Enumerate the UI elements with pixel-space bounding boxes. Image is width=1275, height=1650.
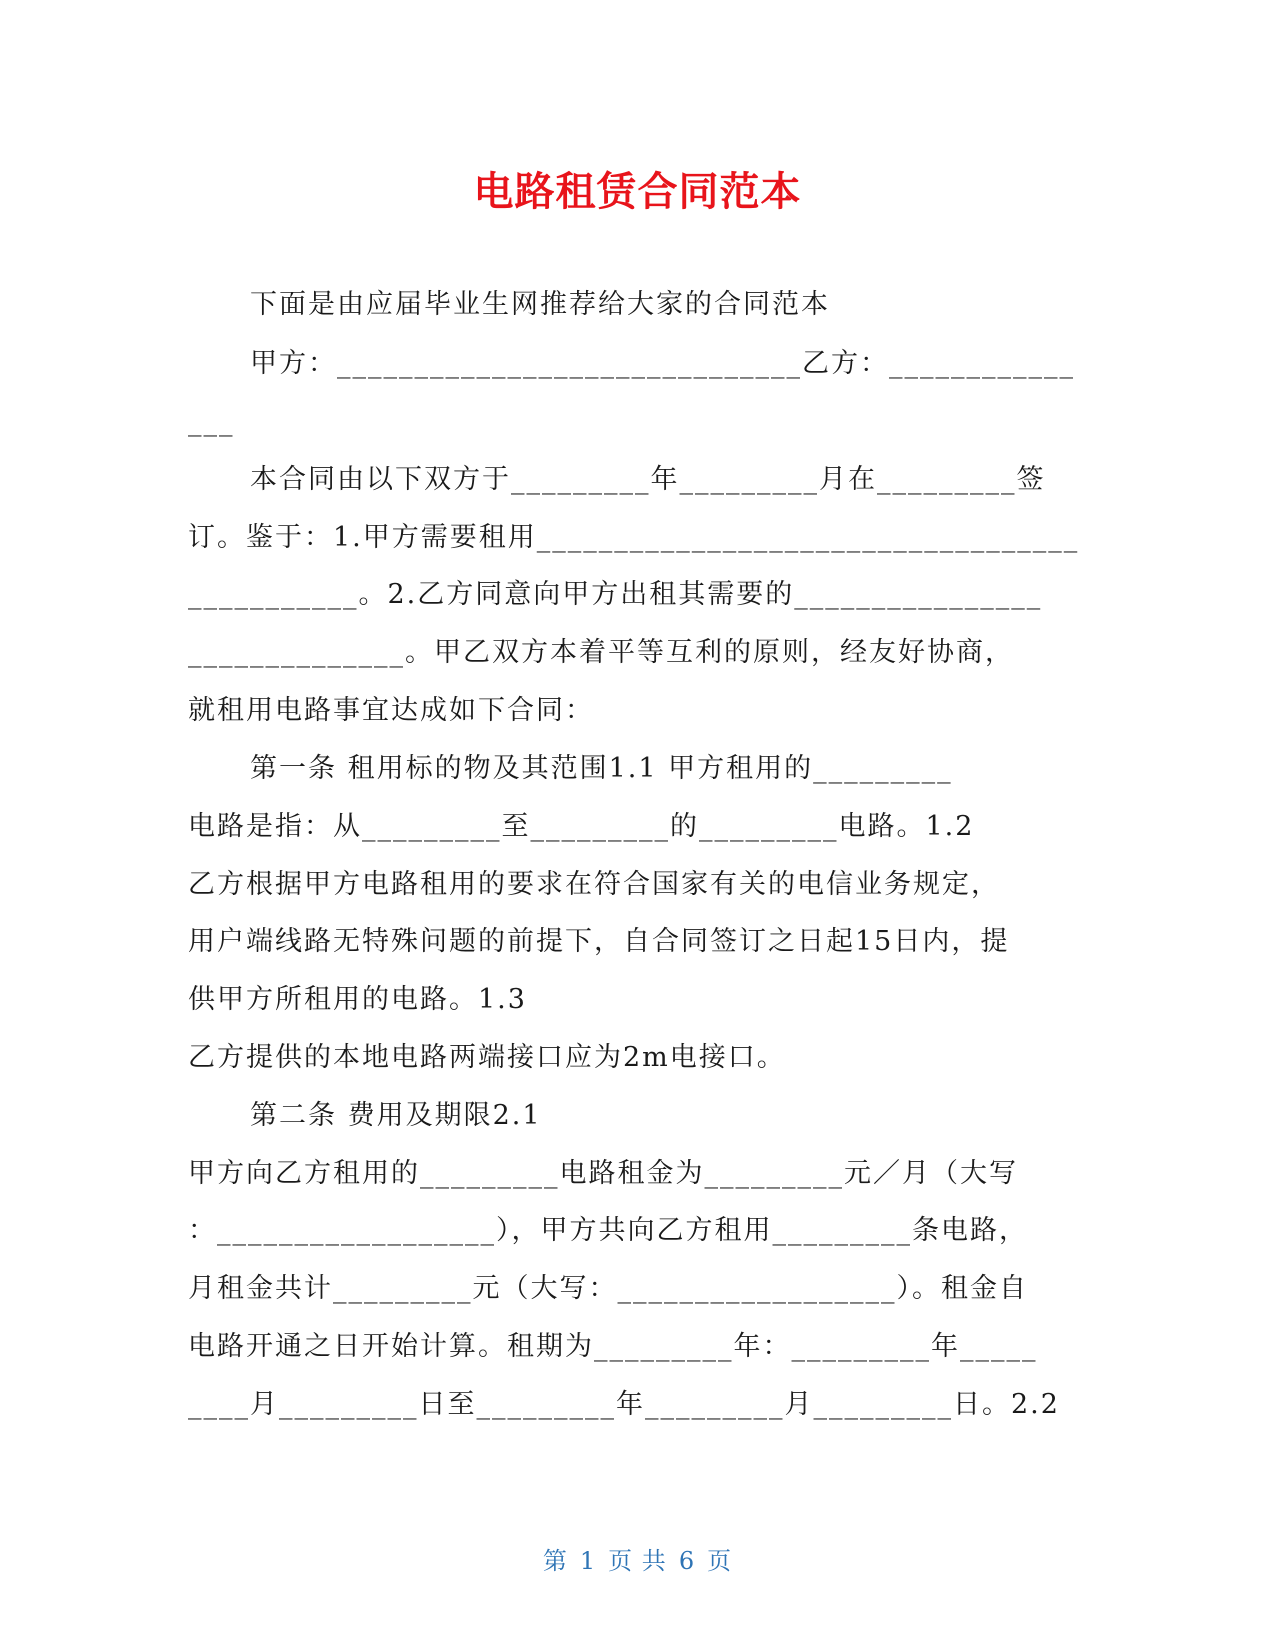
page-label-prefix: 第: [542, 1547, 568, 1575]
paragraph-line: 月租金共计_________元（大写：__________________）。租金自: [188, 1273, 1028, 1304]
paragraph-line: 甲方向乙方租用的_________电路租金为_________元／月（大写: [188, 1158, 1018, 1189]
paragraph-line: 下面是由应届毕业生网推荐给大家的合同范本: [250, 289, 830, 320]
page-number-footer: [0, 1541, 1275, 1576]
paragraph-line: 乙方根据甲方电路租用的要求在符合国家有关的电信业务规定，: [188, 869, 1000, 900]
paragraph-line: 订。鉴于：1.甲方需要租用___________________________________: [188, 522, 1080, 553]
paragraph-line: ___: [188, 406, 235, 437]
paragraph-line: 乙方提供的本地电路两端接口应为2m电接口。: [188, 1042, 786, 1073]
paragraph-line: ：__________________），甲方共向乙方租用_________条电路，: [188, 1215, 1028, 1246]
paragraph-line: 供甲方所租用的电路。1.3: [188, 984, 527, 1015]
total-pages-number: 6: [678, 1547, 696, 1575]
paragraph-line: 第一条 租用标的物及其范围1.1 甲方租用的_________: [250, 753, 953, 784]
paragraph-line: ___________。2.乙方同意向甲方出租其需要的________________: [188, 579, 1043, 610]
paragraph-line: 就租用电路事宜达成如下合同：: [188, 695, 594, 726]
page-label-suffix: 页: [707, 1547, 733, 1575]
paragraph-line: 电路开通之日开始计算。租期为_________年：_________年_____: [188, 1331, 1038, 1362]
paragraph-line: 第二条 费用及期限2.1: [250, 1100, 542, 1131]
paragraph-line: 甲方：______________________________乙方：____________: [250, 348, 1075, 379]
paragraph-line: ____月_________日至_________年_________月_________日。2.2: [188, 1389, 1060, 1420]
paragraph-line: 本合同由以下双方于_________年_________月在_________签: [250, 464, 1046, 495]
paragraph-line: 电路是指：从_________至_________的_________电路。1.2: [188, 811, 975, 842]
page-label-mid: 页 共: [608, 1547, 667, 1575]
current-page-number: 1: [579, 1547, 597, 1575]
paragraph-line: ______________。甲乙双方本着平等互利的原则，经友好协商，: [188, 637, 1014, 668]
page-title: 电路租赁合同范本: [473, 169, 802, 215]
paragraph-line: 用户端线路无特殊问题的前提下，自合同签订之日起15日内，提: [188, 926, 1010, 957]
